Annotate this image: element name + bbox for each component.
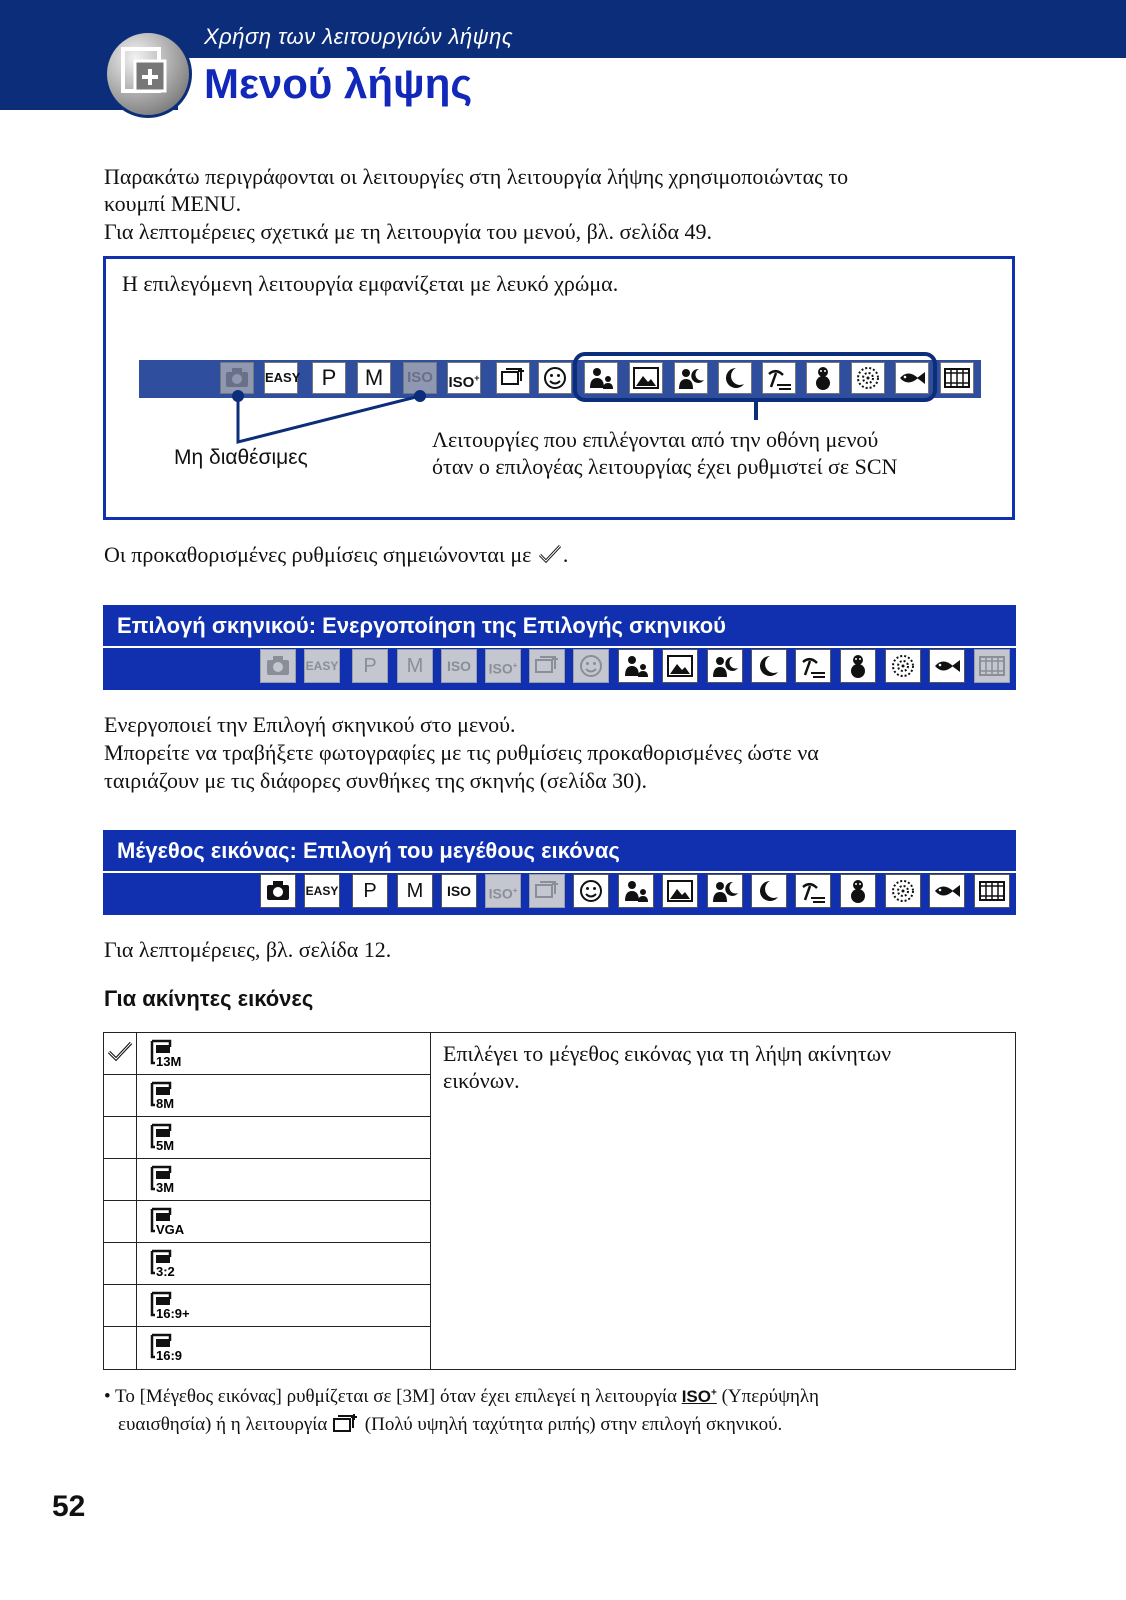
twilight-icon	[751, 649, 787, 683]
easy-mode-icon: EASY	[264, 362, 298, 394]
table-description-divider	[430, 1032, 431, 1370]
iso-plus-icon: ISO+	[485, 874, 521, 908]
diagram-caption: Η επιλεγόμενη λειτουργία εμφανίζεται με λευκό χρώμα.	[122, 271, 619, 296]
image-size-label: 8M	[156, 1096, 175, 1111]
burst-icon	[332, 1412, 360, 1434]
beach-icon	[795, 649, 831, 683]
image-size-option-3-2[interactable]	[150, 1249, 200, 1279]
camera-auto-icon	[260, 874, 296, 908]
default-checkmark-icon	[106, 1040, 134, 1064]
beach-icon	[795, 874, 831, 908]
smile-shutter-icon	[573, 649, 609, 683]
intro-line-2: κουμπί MENU.	[104, 191, 242, 216]
iso-mode-icon: ISO	[441, 874, 477, 908]
table-row-divider	[103, 1074, 431, 1075]
table-row-divider	[103, 1200, 431, 1201]
image-size-icon	[150, 1123, 200, 1153]
twilight-icon	[751, 874, 787, 908]
page-number: 52	[52, 1490, 86, 1523]
fireworks-icon	[885, 649, 921, 683]
portrait-icon	[618, 874, 654, 908]
underwater-icon	[929, 874, 965, 908]
page-title: Μενού λήψης	[204, 60, 473, 107]
scn-label-line-2: όταν ο επιλογέας λειτουργίας έχει ρυθμιστεί σε SCN	[432, 454, 898, 479]
image-size-icon	[150, 1081, 200, 1111]
program-mode-icon: P	[352, 649, 388, 683]
shooting-mode-icon	[104, 30, 192, 118]
snow-icon	[840, 649, 876, 683]
intro-line-3: Για λεπτομέρειες σχετικά με τη λειτουργία του μενού, βλ. σελίδα 49.	[104, 219, 713, 244]
manual-mode-icon: M	[357, 362, 391, 394]
scene-text-1: Ενεργοποιεί την Επιλογή σκηνικού στο μενού.	[104, 712, 516, 737]
footnote-text-1a: • Το [Μέγεθος εικόνας] ρυθμίζεται σε [3M] όταν έχει επιλεγεί η λειτουργία	[104, 1386, 677, 1407]
image-size-label: VGA	[156, 1222, 185, 1237]
default-checkmark-icon	[537, 543, 563, 565]
iso-plus-icon: ISO+	[681, 1387, 717, 1406]
size-section-heading: Μέγεθος εικόνας: Επιλογή του μεγέθους εικόνας	[103, 830, 1016, 872]
table-row-divider	[103, 1158, 431, 1159]
image-size-table	[103, 1032, 1016, 1370]
landscape-icon	[662, 874, 698, 908]
twilight-portrait-icon	[707, 874, 743, 908]
snow-icon	[840, 874, 876, 908]
manual-mode-icon: M	[397, 874, 433, 908]
image-size-label: 13M	[156, 1054, 182, 1069]
image-size-icon	[150, 1249, 200, 1279]
iso-mode-icon: ISO	[441, 649, 477, 683]
image-size-label: 5M	[156, 1138, 175, 1153]
landscape-icon	[662, 649, 698, 683]
image-size-icon	[150, 1333, 200, 1363]
image-size-label: 16:9	[156, 1348, 183, 1363]
iso-mode-icon: ISO	[403, 362, 437, 394]
table-row-divider	[103, 1116, 431, 1117]
footnote-text-2a: ευαισθησία) ή η λειτουργία	[118, 1414, 328, 1435]
size-description-line-1: Επιλέγει το μέγεθος εικόνας για τη λήψη ακίνητων	[443, 1041, 892, 1066]
footnote-line-2	[118, 1412, 782, 1436]
movie-icon	[974, 649, 1010, 683]
twilight-portrait-icon	[707, 649, 743, 683]
defaults-note-text: Οι προκαθορισμένες ρυθμίσεις σημειώνονται με	[104, 542, 532, 567]
image-size-label: 3M	[156, 1180, 175, 1195]
image-size-label: 3:2	[156, 1264, 175, 1279]
smile-shutter-icon	[573, 874, 609, 908]
image-size-option-16-9-[interactable]	[150, 1291, 200, 1321]
program-mode-icon: P	[312, 362, 346, 394]
image-size-option-5m[interactable]	[150, 1123, 200, 1153]
image-size-icon	[150, 1207, 200, 1237]
scene-section-heading: Επιλογή σκηνικού: Ενεργοποίηση της Επιλογής σκηνικού	[103, 605, 1016, 647]
scene-text-3: ταιριάζουν με τις διάφορες συνθήκες της σκηνής (σελίδα 30).	[104, 768, 647, 793]
intro-line-1: Παρακάτω περιγράφονται οι λειτουργίες στη λειτουργία λήψης χρησιμοποιώντας το	[104, 164, 849, 189]
image-size-icon	[150, 1291, 200, 1321]
table-row-divider	[103, 1284, 431, 1285]
image-size-label: 16:9+	[156, 1306, 190, 1321]
image-size-icon	[150, 1165, 200, 1195]
unavailable-label: Μη διαθέσιμες	[174, 446, 308, 469]
defaults-note-end: .	[562, 542, 569, 567]
movie-icon	[974, 874, 1010, 908]
scn-label-line-1: Λειτουργίες που επιλέγονται από την οθόνη μενού	[432, 427, 879, 452]
size-text-1: Για λεπτομέρειες, βλ. σελίδα 12.	[104, 937, 392, 962]
still-images-subheading: Για ακίνητες εικόνες	[104, 986, 314, 1011]
image-size-option-vga[interactable]	[150, 1207, 200, 1237]
footnote-line-1	[104, 1386, 819, 1408]
manual-mode-icon: M	[397, 649, 433, 683]
image-size-option-8m[interactable]	[150, 1081, 200, 1111]
header-subtitle: Χρήση των λειτουργιών λήψης	[204, 24, 514, 49]
iso-plus-icon: ISO+	[447, 362, 481, 394]
footnote-text-2b: (Πολύ υψηλή ταχύτητα ριπής) στην επιλογή σκηνικού.	[364, 1414, 783, 1435]
image-size-option-16-9[interactable]	[150, 1333, 200, 1363]
program-mode-icon: P	[352, 874, 388, 908]
easy-mode-icon: EASY	[304, 649, 340, 683]
burst-icon	[529, 649, 565, 683]
easy-mode-icon: EASY	[304, 874, 340, 908]
camera-auto-icon	[260, 649, 296, 683]
image-size-option-3m[interactable]	[150, 1165, 200, 1195]
defaults-note	[104, 541, 568, 568]
image-size-option-13m[interactable]	[150, 1039, 200, 1069]
image-size-icon	[150, 1039, 200, 1069]
scene-text-2: Μπορείτε να τραβήξετε φωτογραφίες με τις ρυθμίσεις προκαθορισμένες ώστε να	[104, 740, 819, 765]
underwater-icon	[929, 649, 965, 683]
size-description-line-2: εικόνων.	[443, 1068, 520, 1093]
table-check-column-divider	[136, 1032, 137, 1370]
footnote-text-1b: (Υπερύψηλη	[721, 1386, 819, 1407]
table-row-divider	[103, 1326, 431, 1327]
iso-plus-icon: ISO+	[485, 649, 521, 683]
fireworks-icon	[885, 874, 921, 908]
portrait-icon	[618, 649, 654, 683]
burst-icon	[529, 874, 565, 908]
table-row-divider	[103, 1242, 431, 1243]
